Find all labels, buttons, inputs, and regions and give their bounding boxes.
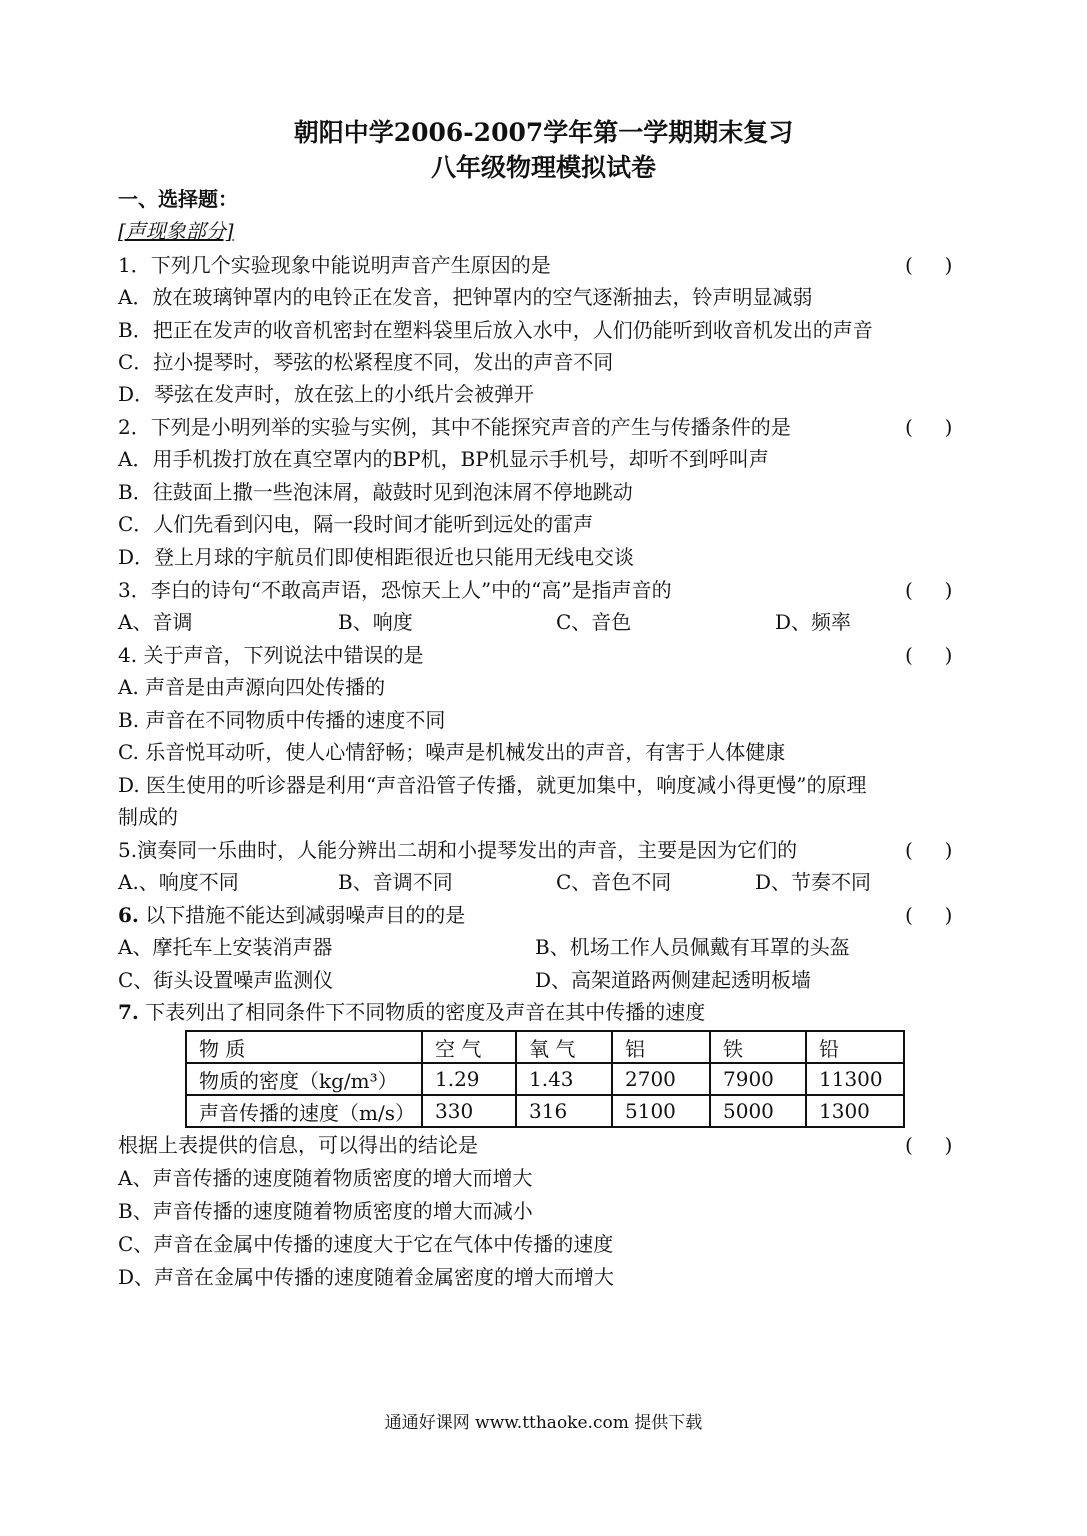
question-2-answer-paren: ( ) [905, 415, 953, 439]
table-cell: 铅 [806, 1031, 904, 1063]
question-6-option-b: B、机场工作人员佩戴有耳罩的头盔 [535, 935, 850, 959]
question-7-option-d: D、声音在金属中传播的速度随着金属密度的增大而增大 [118, 1265, 615, 1289]
question-5-stem: 5.演奏同一乐曲时，人能分辨出二胡和小提琴发出的声音，主要是因为它们的 [118, 838, 798, 862]
question-1-option-c: C．拉小提琴时，琴弦的松紧程度不同，发出的声音不同 [118, 350, 614, 374]
question-6-text: 以下措施不能达到减弱噪声目的的是 [138, 903, 466, 927]
question-1-option-a: A．放在玻璃钟罩内的电铃正在发音，把钟罩内的空气逐渐抽去，铃声明显减弱 [118, 285, 813, 309]
question-4-option-a: A. 声音是由声源向四处传播的 [118, 675, 386, 699]
question-4-option-d: D. 医生使用的听诊器是利用“声音沿管子传播，就更加集中，响度减小得更慢”的原理 [118, 773, 867, 797]
table-cell: 11300 [806, 1063, 904, 1095]
table-cell: 空 气 [422, 1031, 516, 1063]
question-7-option-b: B、声音传播的速度随着物质密度的增大而减小 [118, 1199, 533, 1223]
question-3-answer-paren: ( ) [905, 578, 953, 602]
table-cell: 316 [516, 1095, 612, 1127]
question-2-option-c: C．人们先看到闪电，隔一段时间才能听到远处的雷声 [118, 512, 594, 536]
table-cell: 氧 气 [516, 1031, 612, 1063]
density-speed-table [185, 1030, 905, 1128]
table-cell: 声音传播的速度（m/s） [186, 1095, 422, 1127]
table-cell: 1.43 [516, 1063, 612, 1095]
question-7-prompt: 根据上表提供的信息，可以得出的结论是 [118, 1133, 478, 1157]
table-cell: 5000 [710, 1095, 806, 1127]
question-5-option-d: D、节奏不同 [755, 870, 872, 894]
question-7-option-a: A、声音传播的速度随着物质密度的增大而增大 [118, 1166, 533, 1190]
question-4-option-c: C. 乐音悦耳动听，使人心情舒畅；噪声是机械发出的声音，有害于人体健康 [118, 740, 786, 764]
question-6-stem [118, 901, 465, 929]
page-title: 朝阳中学2006-2007学年第一学期期末复习 [293, 118, 794, 147]
question-2-option-b: B．往鼓面上撒一些泡沫屑，敲鼓时见到泡沫屑不停地跳动 [118, 480, 633, 504]
question-2-option-d: D．登上月球的宇航员们即使相距很近也只能用无线电交谈 [118, 545, 635, 569]
question-5-answer-paren: ( ) [905, 838, 953, 862]
table-row [186, 1095, 904, 1127]
question-7-stem [118, 998, 705, 1026]
question-3-option-b: B、响度 [338, 610, 413, 634]
page-subtitle: 八年级物理模拟试卷 [430, 153, 656, 182]
question-6-number: 6. [118, 903, 139, 927]
question-4-option-b: B. 声音在不同物质中传播的速度不同 [118, 708, 446, 732]
table-cell: 1300 [806, 1095, 904, 1127]
question-5-option-a: A.、响度不同 [118, 870, 239, 894]
section-heading: 一、选择题： [118, 187, 238, 211]
table-cell: 物 质 [186, 1031, 422, 1063]
question-7-text: 下表列出了相同条件下不同物质的密度及声音在其中传播的速度 [138, 1000, 706, 1024]
table-cell: 330 [422, 1095, 516, 1127]
question-2-option-a: A．用手机拨打放在真空罩内的BP机，BP机显示手机号，却听不到呼叫声 [118, 447, 769, 471]
question-3-stem: 3．李白的诗句“不敢高声语，恐惊天上人”中的“高”是指声音的 [118, 578, 672, 602]
question-4-answer-paren: ( ) [905, 643, 953, 667]
question-1-option-d: D．琴弦在发声时，放在弦上的小纸片会被弹开 [118, 382, 535, 406]
table-header-row [186, 1031, 904, 1063]
question-4-option-d-cont: 制成的 [118, 805, 178, 829]
question-3-option-a: A、音调 [118, 610, 193, 634]
question-7-number: 7. [118, 1000, 139, 1024]
question-1-answer-paren: ( ) [905, 253, 953, 277]
table-cell: 1.29 [422, 1063, 516, 1095]
table-row [186, 1063, 904, 1095]
question-1-stem: 1．下列几个实验现象中能说明声音产生原因的是 [118, 253, 551, 277]
question-2-stem: 2．下列是小明列举的实验与实例，其中不能探究声音的产生与传播条件的是 [118, 415, 791, 439]
question-1-option-b: B．把正在发声的收音机密封在塑料袋里后放入水中，人们仍能听到收音机发出的声音 [118, 318, 873, 342]
question-6-answer-paren: ( ) [905, 903, 953, 927]
page-footer: 通通好课网 www.tthaoke.com 提供下载 [384, 1413, 703, 1433]
question-6-option-d: D、高架道路两侧建起透明板墙 [535, 968, 812, 992]
question-7-answer-paren: ( ) [905, 1133, 953, 1157]
table-cell: 5100 [612, 1095, 710, 1127]
question-4-stem: 4. 关于声音，下列说法中错误的是 [118, 643, 424, 667]
table-cell: 7900 [710, 1063, 806, 1095]
table-cell: 铝 [612, 1031, 710, 1063]
table-cell: 物质的密度（kg/m³） [186, 1063, 422, 1095]
question-6-option-c: C、街头设置噪声监测仪 [118, 968, 334, 992]
question-3-option-c: C、音色 [556, 610, 632, 634]
question-3-option-d: D、频率 [775, 610, 852, 634]
section-subheading: [声现象部分] [118, 219, 234, 243]
table-cell: 2700 [612, 1063, 710, 1095]
table-cell: 铁 [710, 1031, 806, 1063]
question-5-option-c: C、音色不同 [556, 870, 672, 894]
question-7-option-c: C、声音在金属中传播的速度大于它在气体中传播的速度 [118, 1232, 614, 1256]
question-5-option-b: B、音调不同 [338, 870, 453, 894]
question-6-option-a: A、摩托车上安装消声器 [118, 935, 333, 959]
